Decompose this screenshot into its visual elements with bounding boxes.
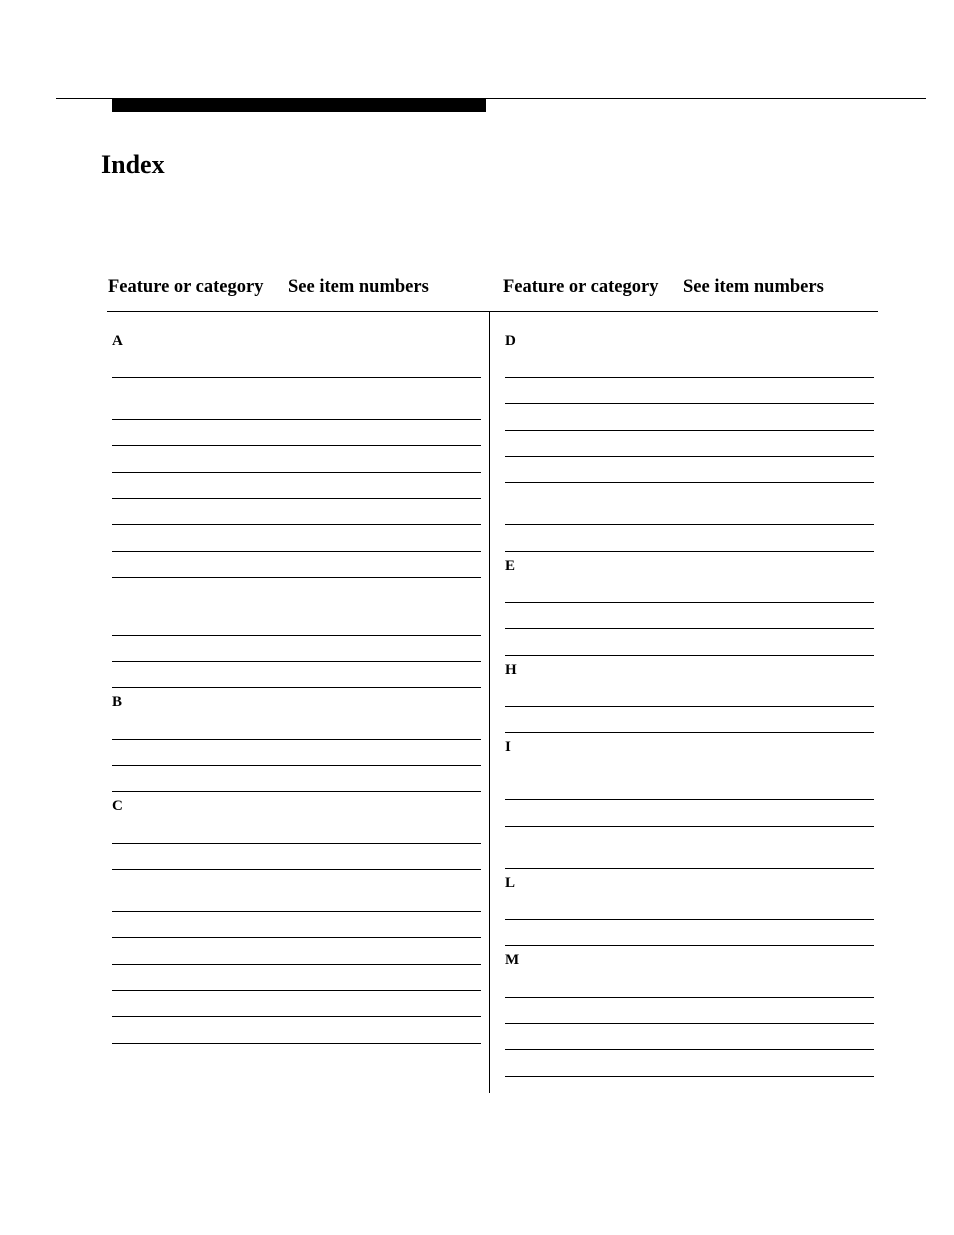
entry-line — [112, 498, 481, 499]
section-letter: M — [505, 952, 520, 968]
section-letter: A — [112, 333, 123, 349]
entry-line — [112, 765, 481, 766]
items-header-right: See item numbers — [683, 277, 824, 297]
section-letter: C — [112, 798, 123, 814]
entry-line — [505, 868, 874, 869]
section-letter: H — [505, 662, 517, 678]
header-rule — [107, 311, 878, 312]
entry-line — [112, 1016, 481, 1017]
entry-line — [505, 482, 874, 483]
entry-line — [505, 655, 874, 656]
section-letter: D — [505, 333, 516, 349]
entry-line — [505, 919, 874, 920]
entry-line — [112, 990, 481, 991]
entry-line — [112, 524, 481, 525]
entry-line — [505, 430, 874, 431]
entry-line — [505, 1049, 874, 1050]
entry-line — [505, 1023, 874, 1024]
entry-line — [505, 826, 874, 827]
entry-line — [505, 1076, 874, 1077]
column-divider — [489, 312, 490, 1093]
entry-line — [112, 661, 481, 662]
feature-header-left: Feature or category — [108, 277, 264, 297]
entry-line — [112, 551, 481, 552]
entry-line — [112, 869, 481, 870]
entry-line — [505, 377, 874, 378]
items-header-left: See item numbers — [288, 277, 429, 297]
entry-line — [112, 937, 481, 938]
entry-line — [112, 377, 481, 378]
header-bar — [112, 99, 486, 112]
entry-line — [505, 551, 874, 552]
entry-line — [112, 1043, 481, 1044]
entry-line — [505, 628, 874, 629]
section-letter: E — [505, 558, 516, 574]
entry-line — [505, 997, 874, 998]
entry-line — [505, 706, 874, 707]
section-letter: L — [505, 875, 516, 891]
entry-line — [505, 403, 874, 404]
entry-line — [505, 945, 874, 946]
feature-header-right: Feature or category — [503, 277, 659, 297]
entry-line — [112, 911, 481, 912]
entry-line — [112, 687, 481, 688]
entry-line — [112, 445, 481, 446]
entry-line — [112, 791, 481, 792]
entry-line — [112, 419, 481, 420]
entry-line — [505, 524, 874, 525]
section-letter: I — [505, 739, 511, 755]
section-letter: B — [112, 694, 123, 710]
entry-line — [112, 739, 481, 740]
entry-line — [112, 635, 481, 636]
page-title: Index — [101, 150, 165, 179]
entry-line — [505, 456, 874, 457]
entry-line — [505, 732, 874, 733]
entry-line — [112, 577, 481, 578]
entry-line — [112, 843, 481, 844]
entry-line — [112, 964, 481, 965]
entry-line — [505, 602, 874, 603]
entry-line — [505, 799, 874, 800]
entry-line — [112, 472, 481, 473]
